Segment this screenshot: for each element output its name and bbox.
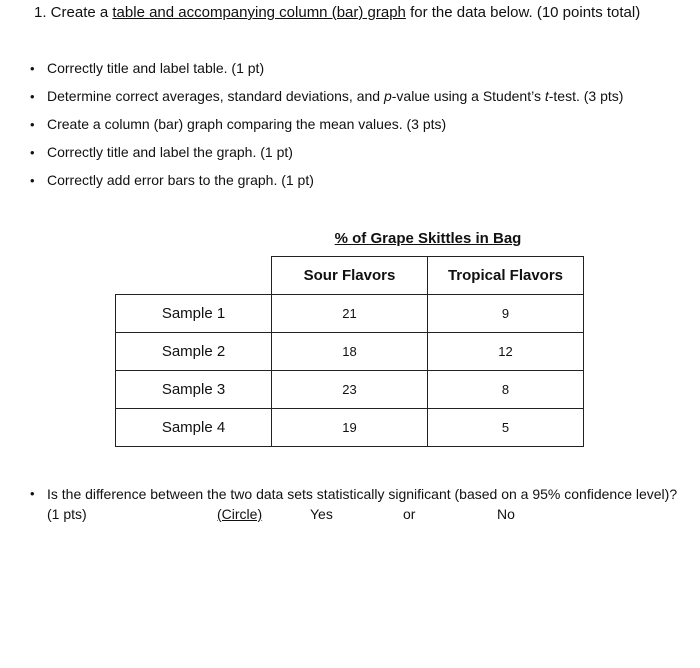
cell-sample-4-tropical: 5	[427, 408, 584, 447]
cell-sample-2-sour: 18	[271, 332, 428, 371]
row-label-sample-3: Sample 3	[115, 370, 272, 409]
row-label-sample-2: Sample 2	[115, 332, 272, 371]
circle-instruction: (Circle)	[217, 506, 263, 522]
list-item	[30, 88, 690, 116]
cell-sample-1-sour: 21	[271, 294, 428, 333]
bullet-icon: •	[30, 145, 35, 160]
table-title: % of Grape Skittles in Bag	[334, 230, 522, 247]
bullet-icon: •	[30, 89, 35, 104]
question-1-heading	[34, 4, 640, 21]
requirement-text: Correctly title and label the graph. (1 pt)	[47, 144, 293, 160]
row-label-sample-4: Sample 4	[115, 408, 272, 447]
cell-sample-2-tropical: 12	[427, 332, 584, 371]
bullet-icon: •	[30, 486, 35, 501]
requirement-text: Determine correct averages, standard deviations, and p-value using a Student’s t-test. (3 pts)	[47, 88, 624, 104]
header-sour-flavors: Sour Flavors	[271, 256, 428, 295]
requirement-text: Correctly add error bars to the graph. (1 pt)	[47, 172, 314, 188]
cell-sample-1-tropical: 9	[427, 294, 584, 333]
significance-points: (1 pts)	[47, 506, 87, 522]
list-item	[30, 60, 690, 88]
significance-question-text: Is the difference between the two data sets statistically significant (based on a 95% confidence level)?	[47, 486, 678, 502]
answer-or: or	[403, 506, 416, 522]
answer-no[interactable]: No	[497, 506, 515, 522]
requirement-text: Create a column (bar) graph comparing the mean values. (3 pts)	[47, 116, 447, 132]
row-label-sample-1: Sample 1	[115, 294, 272, 333]
question-1-underlined-text: table and accompanying column (bar) graph	[112, 4, 406, 21]
bullet-icon: •	[30, 117, 35, 132]
list-item	[30, 116, 690, 144]
requirement-text: Correctly title and label table. (1 pt)	[47, 60, 265, 76]
question-1-prefix: 1. Create a	[34, 4, 113, 21]
cell-sample-4-sour: 19	[271, 408, 428, 447]
cell-sample-3-tropical: 8	[427, 370, 584, 409]
bullet-icon: •	[30, 173, 35, 188]
list-item	[30, 144, 690, 172]
cell-sample-3-sour: 23	[271, 370, 428, 409]
bullet-icon: •	[30, 61, 35, 76]
list-item	[30, 172, 690, 200]
question-1-suffix: for the data below. (10 points total)	[405, 4, 641, 21]
header-tropical-flavors: Tropical Flavors	[427, 256, 584, 295]
answer-yes[interactable]: Yes	[310, 506, 333, 522]
requirements-list	[30, 60, 690, 200]
